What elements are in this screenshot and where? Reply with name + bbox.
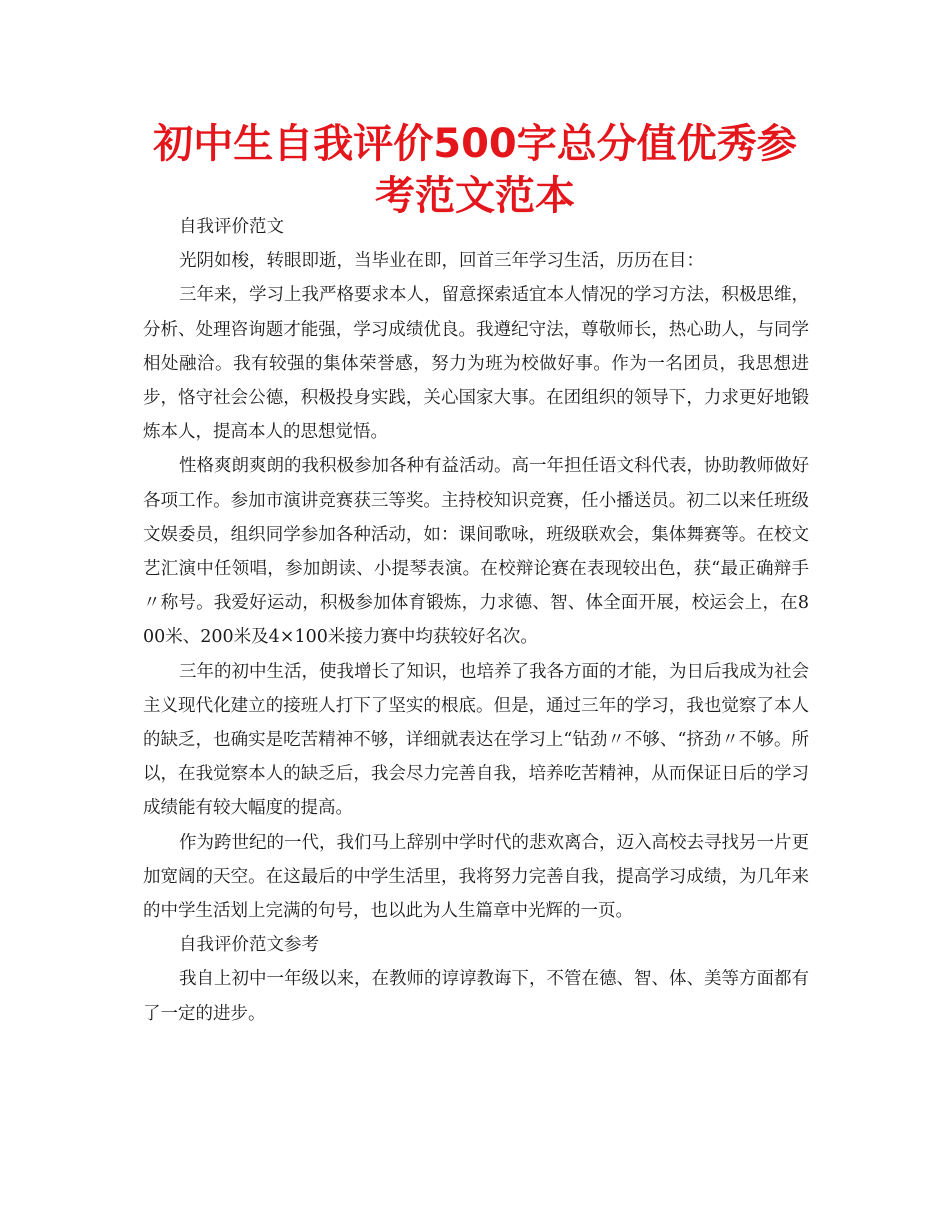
paragraph: 性格爽朗爽朗的我积极参加各种有益活动。高一年担任语文科代表，协助教师做好各项工作。参加市演讲竞赛获三等奖。主持校知识竞赛，任小播送员。初二以来任班级文娱委员，组织同学参加各种活动，如：课间歌咏，班级联欢会，集体舞赛等。在校文艺汇演中任领唱，参加朗读、小提琴表演。在校辩论赛在表现较出色，获“最正确辩手〃称号。我爱好运动，积极参加体育锻炼，力求德、智、体全面开展，校运会上，在800米、200米及4×100米接力赛中均获较好名次。: [143, 456, 809, 648]
document-title: 初中生自我评价500字总分值优秀参考范文范本: [153, 121, 797, 219]
document-body: [143, 210, 809, 1031]
paragraph: 三年的初中生活，使我增长了知识，也培养了我各方面的才能，为日后我成为社会主义现代化建立的接班人打下了坚实的根底。但是，通过三年的学习，我也觉察了本人的缺乏，也确实是吃苦精神不够，详细就表达在学习上“钻劲〃不够、“挤劲〃不够。所以，在我觉察本人的缺乏后，我会尽力完善自我，培养吃苦精神，从而保证日后的学习成绩能有较大幅度的提高。: [143, 661, 809, 819]
section-heading-2: 自我评价范文参考: [179, 935, 319, 956]
paragraph: 光阴如梭，转眼即逝，当毕业在即，回首三年学习生活，历历在目：: [179, 251, 704, 272]
paragraph: 作为跨世纪的一代，我们马上辞别中学时代的悲欢离合，迈入高校去寻找另一片更加宽阔的天空。在这最后的中学生活里，我将努力完善自我，提高学习成绩，为几年来的中学生活划上完满的句号，也以此为人生篇章中光辉的一页。: [143, 832, 809, 922]
section-heading-1: 自我评价范文: [179, 217, 284, 237]
paragraph: 我自上初中一年级以来，在教师的谆谆教诲下，不管在德、智、体、美等方面都有了一定的进步。: [143, 969, 809, 1024]
paragraph: 三年来，学习上我严格要求本人，留意探索适宜本人情况的学习方法，积极思维，分析、处理咨询题才能强，学习成绩优良。我遵纪守法，尊敬师长，热心助人，与同学相处融洽。我有较强的集体荣誉感，努力为班为校做好事。作为一名团员，我思想进步，恪守社会公德，积极投身实践，关心国家大事。在团组织的领导下，力求更好地锻炼本人，提高本人的思想觉悟。: [143, 285, 809, 443]
